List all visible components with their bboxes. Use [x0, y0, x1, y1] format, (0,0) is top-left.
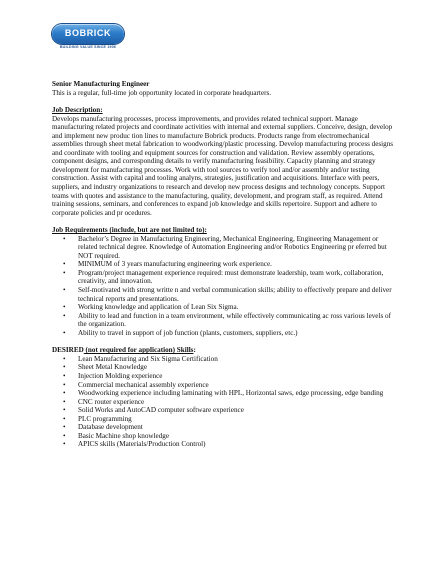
bullet-icon: •	[63, 260, 66, 269]
skill-text: Woodworking experience including laminating with HPL, Horizontal saws, edge processing, edge banding	[78, 389, 384, 398]
bullet-icon: •	[63, 397, 66, 406]
bullet-icon: •	[63, 389, 66, 398]
document-body	[52, 80, 397, 458]
list-item	[52, 372, 397, 381]
requirement-text: Program/project management experience required: must demonstrate leadership, team work, collaboration, creativity, and innovation.	[78, 268, 384, 286]
bullet-icon: •	[63, 423, 66, 432]
skill-text: CNC router experience	[78, 397, 145, 406]
list-item	[52, 329, 397, 338]
list-item	[52, 440, 397, 449]
requirement-text: Working knowledge and application of Lean Six Sigma.	[78, 303, 239, 312]
requirements-heading: Job Requirements (include, but are not limited to):	[52, 226, 207, 235]
list-item	[52, 415, 397, 424]
list-item	[52, 260, 397, 269]
bullet-icon: •	[63, 303, 66, 312]
bullet-icon: •	[63, 414, 66, 423]
list-item	[52, 355, 397, 364]
list-item	[52, 432, 397, 441]
bullet-icon: •	[63, 234, 66, 243]
bullet-icon: •	[63, 431, 66, 440]
skill-text: Lean Manufacturing and Six Sigma Certification	[78, 354, 218, 363]
requirement-text: Ability to travel in support of job function (plants, customers, suppliers, etc.)	[78, 328, 298, 337]
bobrick-logo	[52, 24, 124, 54]
skill-text: Sheet Metal Knowledge	[78, 363, 148, 372]
bullet-icon: •	[63, 268, 66, 277]
skill-text: PLC programming	[78, 414, 132, 423]
bullet-icon: •	[63, 440, 66, 449]
list-item	[52, 269, 397, 286]
list-item	[52, 381, 397, 390]
list-item	[52, 406, 397, 415]
logo-name: BOBRICK	[64, 28, 112, 38]
requirement-text: Self-motivated with strong writte n and verbal communication skills; ability to effectively prepare and deliver technical reports and presentations.	[78, 286, 392, 303]
description-heading: Job Description:	[52, 106, 103, 115]
list-item	[52, 312, 397, 329]
job-intro: This is a regular, full-time job opportunity located in corporate headquarters.	[52, 88, 272, 97]
requirement-text: MINIMUM of 3 years manufacturing engineering work experience.	[78, 260, 272, 269]
list-item	[52, 423, 397, 432]
job-title: Senior Manufacturing Engineer	[52, 80, 150, 88]
skill-text: Commercial mechanical assembly experience	[78, 380, 209, 389]
bullet-icon: •	[63, 363, 66, 372]
skill-text: Solid Works and AutoCAD computer software experience	[78, 406, 244, 415]
desired-heading-main: DESIRED	[52, 346, 84, 355]
list-item	[52, 389, 397, 398]
desired-heading-colon: :	[193, 346, 196, 355]
logo-tagline: BUILDING VALUE SINCE 1906	[59, 45, 117, 49]
skill-text: Basic Machine shop knowledge	[78, 431, 170, 440]
bullet-icon: •	[63, 354, 66, 363]
list-item	[52, 286, 397, 303]
list-item	[52, 398, 397, 407]
skill-text: Database development	[78, 423, 143, 432]
bullet-icon: •	[63, 406, 66, 415]
requirement-text: Ability to lead and function in a team environment, while effectively communicating ac ross various levels of the organization.	[78, 311, 391, 329]
bullet-icon: •	[63, 380, 66, 389]
bullet-icon: •	[63, 286, 66, 295]
skill-text: APICS skills (Materials/Production Control)	[78, 440, 206, 449]
desired-heading-note: (not required for application) Skills	[83, 346, 194, 355]
bullet-icon: •	[63, 371, 66, 380]
desired-heading	[52, 346, 397, 355]
description-text: Develops manufacturing processes, process improvements, and provides related technical support. Manage manufacturing related projects and coordinate activities with internal and external suppliers. Conceive, design, develop and implement new produc tion lines to manufacture Bobrick products. Products range from electromechanical assemblies through sheet metal fabrication to woodworking/plastic processing. Develop manufacturing process designs and coordinate with tooling and equipment sources for construction and validation. Review assembly operations, component designs, and corresponding details to verify manufacturing feasibility. Capacity planning and strategy development for manufacturing processes. Work with tool sources to verify tool and/or assembly and/or testing construction. Assist with capital and tooling analyns, strategies, justification and acquisitions. Interface with peers, suppliers, and industry organizations to research and develop new process designs and technology concepts. Support teams with quotes and assistance to the manufacturing, quality, development, and program staff, as required. Attend training sessions, seminars, and conferences to expand job knowledge and skills repertoire. Support and adhere to corporate policies and pr ocedures.	[52, 114, 394, 217]
desired-list	[52, 355, 397, 449]
list-item	[52, 303, 397, 312]
bullet-icon: •	[63, 311, 66, 320]
requirement-text: Bachelor’s Degree in Manufacturing Engineering, Mechanical Engineering, Engineering Management or related technical degree. Knowledge of Automation Engineering and/or Robotics Engineering pr eferred but NOT required.	[78, 234, 387, 260]
bullet-icon: •	[63, 328, 66, 337]
list-item	[52, 363, 397, 372]
requirements-list	[52, 235, 397, 338]
list-item	[52, 235, 397, 261]
skill-text: Injection Molding experience	[78, 371, 163, 380]
